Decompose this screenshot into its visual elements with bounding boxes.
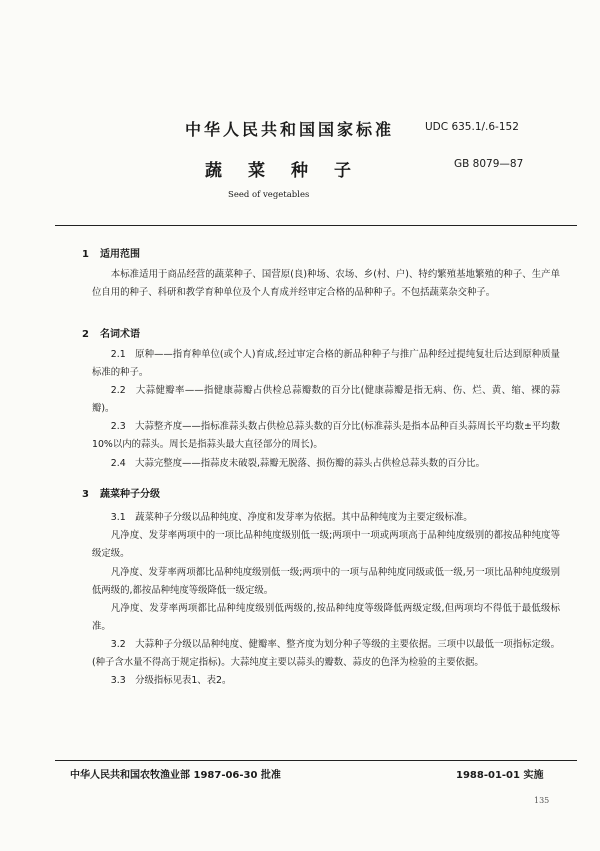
clause-3-1-para-4: 凡净度、发芽率两项都比品种纯度级别低两级的,按品种纯度等级降低两级定级,但两项均不得低于最低级标准。 <box>92 603 560 632</box>
clause-2-3: 2.3 大蒜整齐度——指标准蒜头数占供检总蒜头数的百分比(标准蒜头是指本品种百头蒜周长平均数±平均数10%以内的蒜头。周长是指蒜头最大直径部分的周长)。 <box>92 421 560 450</box>
section-title: 适用范围 <box>100 249 140 260</box>
clause-2-1: 2.1 原种——指育种单位(或个人)育成,经过审定合格的新品种种子与推广品种经过提纯复壮后达到原种质量标准的种子。 <box>92 349 560 378</box>
section-1-heading <box>82 245 140 260</box>
implementation-date: 1988-01-01 实施 <box>456 770 544 781</box>
page-number: 135 <box>534 796 550 805</box>
clause-3-3: 3.3 分级指标见表1、表2。 <box>110 675 232 686</box>
section-title: 名词术语 <box>100 329 140 340</box>
clause-2-2: 2.2 大蒜健瓣率——指健康蒜瓣占供检总蒜瓣数的百分比(健康蒜瓣是指无病、伤、烂、黄、缩、裸的蒜瓣)。 <box>92 385 560 414</box>
footer-divider <box>55 760 577 761</box>
clause-2-4: 2.4 大蒜完整度——指蒜皮未破裂,蒜瓣无脱落、损伤瓣的蒜头占供检总蒜头数的百分比。 <box>110 458 485 469</box>
udc-code: UDC 635.1/.6-152 <box>425 121 519 133</box>
approval-statement: 中华人民共和国农牧渔业部 1987-06-30 批准 <box>70 770 281 781</box>
gb-code: GB 8079—87 <box>454 158 524 170</box>
section-2-heading <box>82 325 140 340</box>
document-title: 蔬菜种子 <box>205 161 377 181</box>
section-number: 1 <box>82 249 89 260</box>
clause-3-2: 3.2 大蒜种子分级以品种纯度、健瓣率、整齐度为划分种子等级的主要依据。三项中以最低一项指标定级。(种子含水量不得高于规定指标)。大蒜纯度主要以蒜头的瓣数、蒜皮的色泽为检验的主要依据。 <box>92 639 560 668</box>
section-number: 3 <box>82 489 89 500</box>
english-title: Seed of vegetables <box>228 190 310 200</box>
section-1-para-1: 本标准适用于商品经营的蔬菜种子、国营原(良)种场、农场、乡(村、户)、特约繁殖基地繁殖的种子、生产单位自用的种子、科研和教学育种单位及个人育成并经审定合格的品种种子。不包括蔬菜杂交种子。 <box>92 269 560 298</box>
section-title: 蔬菜种子分级 <box>100 489 160 500</box>
clause-3-1-para-2: 凡净度、发芽率两项中的一项比品种纯度级别低一级;两项中一项或两项高于品种纯度级别的都按品种纯度等级定级。 <box>92 530 560 559</box>
clause-3-1-para-3: 凡净度、发芽率两项都比品种纯度级别低一级;两项中的一项与品种纯度同级或低一级,另一项比品种纯度级别低两级的,都按品种纯度等级降低一级定级。 <box>92 567 560 596</box>
standard-title: 中华人民共和国国家标准 <box>185 120 395 139</box>
clause-3-1: 3.1 蔬菜种子分级以品种纯度、净度和发芽率为依据。其中品种纯度为主要定级标准。 <box>110 512 473 523</box>
section-number: 2 <box>82 329 89 340</box>
top-divider <box>55 225 577 226</box>
section-3-heading <box>82 485 160 500</box>
